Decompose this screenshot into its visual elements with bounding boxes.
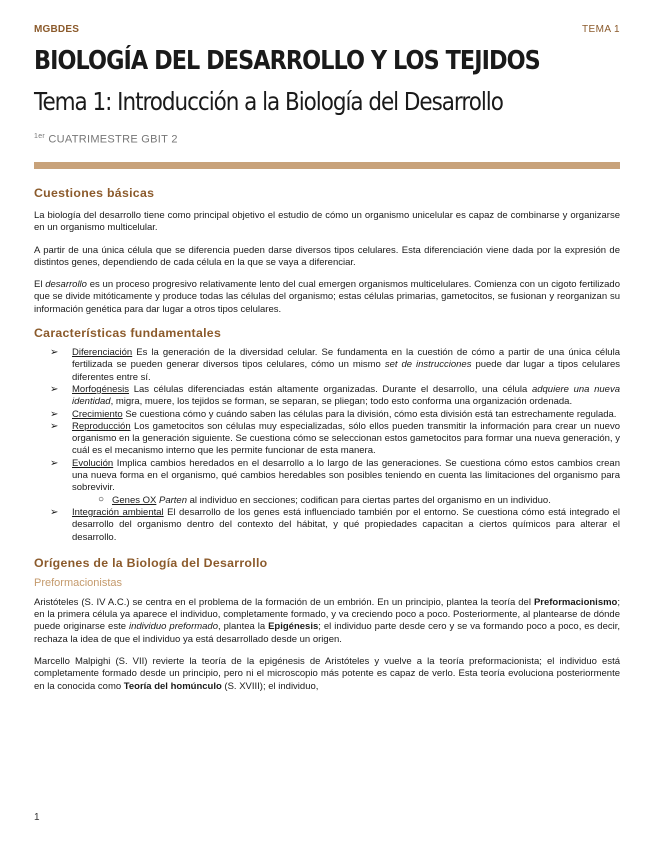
document-body [34, 186, 620, 703]
term: Reproducción [72, 420, 131, 432]
page-number: 1 [34, 812, 40, 823]
header-topic: TEMA 1 [582, 24, 620, 35]
text-run: , migra, muere, los tejidos se forman, se separan, se pliegan; todo esto conforma una organización ordenada. [110, 396, 573, 408]
sub-list [72, 495, 620, 507]
text-run: Es la generación de la diversidad celular. Se fundamenta en la cuestión de cómo a partir de una única célula fertilizada se pueden generar diversos tipos celulares, cómo un mismo [72, 347, 620, 371]
arrow-bullet-icon: ➢ [50, 457, 59, 469]
text-run: Las células diferenciadas están altamente organizadas. Durante el desarrollo, una célula [129, 383, 532, 395]
semester-text: CUATRIMESTRE GBIT 2 [45, 133, 178, 146]
text-run: puede dar lugar a tipos celulares diferentes entre sí. [72, 359, 620, 383]
section-heading-characteristics: Características fundamentales [34, 326, 222, 341]
semester-label [34, 133, 178, 146]
arrow-bullet-icon: ➢ [50, 408, 59, 420]
text-run-italic: Parten [159, 494, 187, 506]
arrow-bullet-icon: ➢ [50, 383, 59, 395]
section-heading-origins: Orígenes de la Biología del Desarrollo [34, 555, 268, 570]
arrow-bullet-icon: ➢ [50, 347, 59, 359]
text-run-bold: Epigénesis [268, 621, 319, 633]
arrow-bullet-icon: ➢ [50, 506, 59, 518]
text-run-italic: desarrollo [45, 279, 87, 291]
list-item [50, 347, 620, 384]
text-run: , plantea la [218, 621, 269, 633]
list-item [50, 420, 620, 458]
text-run: ; el individuo parte desde cero y se va formando poco a poco, es decir, rechaza la idea de que el individuo ya está desarrollado desde un origen. [34, 621, 620, 645]
text-run: al individuo en secciones; codifican para ciertas partes del organismo en un individuo. [187, 494, 551, 506]
characteristics-list [34, 347, 620, 544]
text-run-italic: set de instrucciones [384, 359, 472, 371]
document-title: BIOLOGÍA DEL DESARROLLO Y LOS TEJIDOS [34, 46, 540, 76]
text-run: El [34, 279, 46, 291]
text-run: (S. XVIII); el individuo, [221, 680, 319, 692]
text-run-bold: Teoría del homúnculo [123, 680, 222, 692]
title-divider [34, 162, 620, 169]
text-run: ; en la primera célula ya aparece el individuo, completamente formado, y va creciendo poco a poco. Posteriormente, al plantearse de dónde puede originarse este [34, 596, 620, 633]
arrow-bullet-icon: ➢ [50, 420, 59, 432]
text-run: El desarrollo de los genes está influenciado también por el entorno. Se cuestiona cómo está integrado el desarrollo del organismo dentro del contexto del hábitat, y qué propiedades capacitan a ciertos químicos para alterar el desarrollo. [72, 506, 620, 543]
paragraph [34, 656, 620, 693]
term: Evolución [72, 457, 114, 469]
paragraph: La biología del desarrollo tiene como principal objetivo el estudio de cómo un organismo unicelular es capaz de combinarse y organizarse en un organismo multicelular. [34, 210, 620, 234]
text-run-italic: adquiere una nueva identidad [72, 383, 620, 408]
list-item [50, 408, 620, 421]
document-subtitle: Tema 1: Introducción a la Biología del Desarrollo [34, 87, 503, 116]
term: Integración ambiental [72, 506, 164, 518]
semester-ordinal: 1er [34, 133, 46, 140]
text-run-bold: Preformacionismo [533, 596, 618, 608]
text-run: Se cuestiona cómo y cuándo saben las células para la división, cómo esta división está tan estrechamente regulada. [122, 408, 617, 420]
list-item [50, 383, 620, 409]
circle-bullet-icon: ○ [98, 493, 105, 505]
paragraph [34, 279, 620, 316]
sub-list-item [98, 493, 620, 507]
text-run: es un proceso progresivo relativamente lento del cual emergen organismos multicelulares. Comienza con un cigoto fertilizado que se divide mitóticamente y produce todas las células del organismo; estas células primarias, gametocitos, se fusionan y reorganizan su información genética para dar lugar a otros tipos celulares. [34, 279, 620, 315]
list-item [50, 457, 620, 507]
term: Crecimiento [72, 408, 123, 420]
text-run: Implica cambios heredados en el desarrollo a lo largo de las generaciones. Se cuestiona cómo estos cambios crean una nueva forma en el organismo, qué cambios heredables son posibles teniendo en cuenta las limitaciones del organismo para sobrevivir. [72, 457, 620, 494]
section-heading-basics: Cuestiones básicas [34, 186, 155, 200]
term: Morfogénesis [72, 383, 130, 395]
header-course-code: MGBDES [34, 24, 80, 35]
paragraph [34, 597, 620, 646]
paragraph: A partir de una única célula que se diferencia pueden darse diversos tipos celulares. Esta diferenciación viene dada por la expresión de distintos genes, dependiendo de cada célula en la que se vaya a diferenciar. [34, 244, 620, 268]
term: Genes OX [112, 494, 157, 506]
subsection-heading-preformationists: Preformacionistas [34, 576, 123, 589]
text-run: Marcello Malpighi (S. VII) revierte la teoría de la epigénesis de Aristóteles y vuelve a la teoría preformacionista; el individuo está completamente formado desde un principio, pero ni el microscopio más potente es capaz de verlo. Esta teoría evoluciona posteriormente en la conocida como [34, 656, 620, 692]
text-run: Los gametocitos son células muy especializadas, sólo ellos pueden transmitir la información para crear un nuevo organismo en la generación siguiente. Se cuestiona cómo se seleccionan estos gametocitos para formar una nueva generación, y cuál es el mecanismo interno que les permite funcionar de esta manera. [72, 420, 620, 457]
text-run: Aristóteles (S. IV A.C.) se centra en el problema de la formación de un embrión. En un principio, plantea la teoría del [34, 596, 534, 608]
text-run-italic: individuo preformado [128, 621, 219, 633]
list-item [50, 506, 620, 544]
term: Diferenciación [72, 347, 133, 359]
